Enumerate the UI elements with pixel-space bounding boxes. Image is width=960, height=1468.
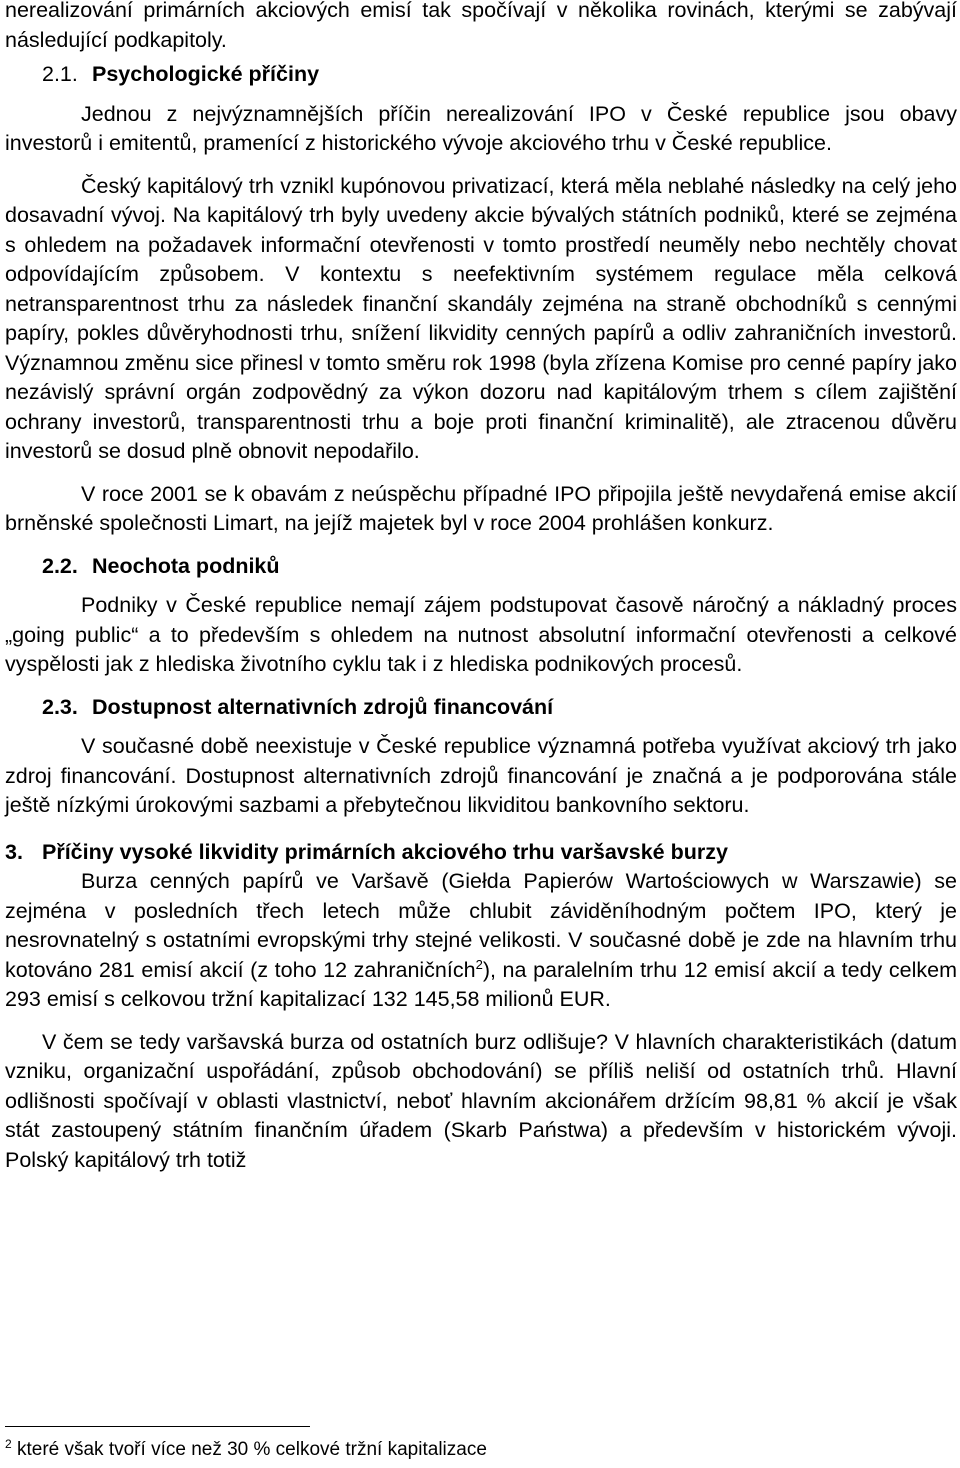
footnote-text: které však tvoří více než 30 % celkové tržní kapitalizace <box>16 1439 487 1460</box>
section-2-2-heading <box>5 552 957 582</box>
section-number: 2.2. <box>42 553 78 578</box>
paragraph: V současné době neexistuje v České republice významná potřeba využívat akciový trh jako zdroj financování. Dostupnost alternativních zdrojů financování je značná a je podporována stále ještě nízkými úrokovými sazbami a přebytečnou likviditou bankovního sektoru. <box>5 734 957 817</box>
section-number: 3. <box>5 839 23 864</box>
section-title: Dostupnost alternativních zdrojů financování <box>92 694 554 719</box>
section-3-heading <box>5 838 957 868</box>
section-2-3-heading <box>5 693 957 723</box>
paragraph: Český kapitálový trh vznikl kupónovou privatizací, která měla neblahé následky na celý jeho dosavadní vývoj. Na kapitálový trh byly uvedeny akcie bývalých státních podniků, které se zejména s ohledem na požadavek informační otevřenosti v tomto prostředí neuměly nebo nechtěly chovat odpovídajícím způsobem. V kontextu s neefektivním systémem regulace měla celková netransparentnost trhu za následek finanční skandály zejména na straně obchodníků s cennými papíry, pokles důvěryhodnosti trhu, snížení likvidity cenných papírů a odliv zahraničních investorů. Významnou změnu sice přinesl v tomto směru rok 1998 (byla zřízena Komise pro cenné papíry jako nezávislý správní orgán zodpovědný za výkon dozoru nad kapitálovým trhem s cílem zajištění ochrany investorů, transparentnosti trhu a boje proti finanční kriminalitě), ale ztracenou důvěru investorů se dosud plně obnovit nepodařilo. <box>5 173 957 463</box>
section-number: 2.1. <box>42 62 78 86</box>
section-2-1-heading <box>5 60 957 90</box>
paragraph: V roce 2001 se k obavám z neúspěchu případné IPO připojila ještě nevydařená emise akcií brněnské společnosti Limart, na jejíž majetek byl v roce 2004 prohlášen konkurz. <box>5 481 957 535</box>
paragraph-text: Burza cenných papírů ve Varšavě (Giełda Papierów Wartościowych w Warszawie) se zejména v posledních třech letech může chlubit záviděníhodným počtem IPO, který je nesrovnatelný s ostatními evropskými trhy stejné velikosti. V současné době je zde na hlavním trhu kotováno 281 emisí akcií (z toho 12 zahraničních <box>5 869 957 982</box>
section-title: Neochota podniků <box>92 553 280 578</box>
footnote-divider <box>5 1426 310 1427</box>
section-title: Psychologické příčiny <box>92 62 320 86</box>
paragraph: V čem se tedy varšavská burza od ostatních burz odlišuje? V hlavních charakteristikách (datum vzniku, organizační uspořádání, způsob obchodování) se příliš neliší od ostatních trhů. Hlavní odlišnosti spočívají v oblasti vlastnictví, neboť hlavním akcionářem držícím 98,81 % akcií je však stát zastoupený státním finančním úřadem (Skarb Państwa) a především v historickém vývoji. Polský kapitálový trh totiž <box>5 1029 957 1172</box>
paragraph <box>5 867 957 1015</box>
document-page <box>5 0 957 1175</box>
paragraph: Jednou z nejvýznamnějších příčin nerealizování IPO v České republice jsou obavy investorů i emitentů, pramenící z historického vývoje akciového trhu v České republice. <box>5 101 957 155</box>
footnote-mark: 2 <box>5 1437 12 1451</box>
footnote <box>5 1438 487 1462</box>
paragraph-text: ), na paralelním trhu 12 emisí akcií a tedy celkem 293 emisí s celkovou tržní kapitalizací 132 145,58 milionů EUR. <box>5 957 957 1011</box>
paragraph: Podniky v České republice nemají zájem podstupovat časově náročný a nákladný proces „going public“ a to především s ohledem na nutnost absolutní informační otevřenosti a celkové vyspělosti jak z hlediska životního cyklu tak i z hlediska podnikových procesů. <box>5 593 957 676</box>
intro-paragraph: nerealizování primárních akciových emisí tak spočívají v několika rovinách, kterými se zabývají následující podkapitoly. <box>5 0 957 52</box>
section-number: 2.3. <box>42 694 78 719</box>
section-title: Příčiny vysoké likvidity primárních akciového trhu varšavské burzy <box>42 839 728 864</box>
footnote-reference[interactable]: 2 <box>475 956 483 972</box>
